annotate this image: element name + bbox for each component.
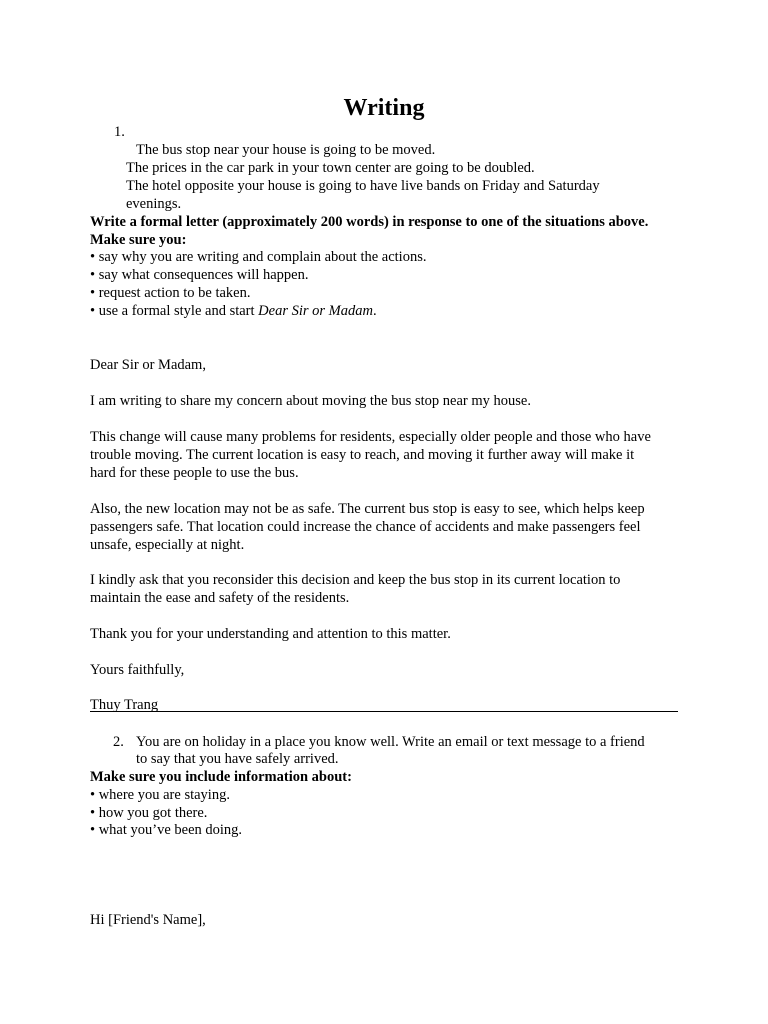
task2-bullet-2: • how you got there. xyxy=(90,805,208,821)
task1-bullet-3: • request action to be taken. xyxy=(90,285,251,301)
task2-bullet-1: • where you are staying. xyxy=(90,787,230,803)
letter-paragraph-2-line-3: hard for these people to use the bus. xyxy=(90,465,299,481)
task1-bullet-4-italic: Dear Sir or Madam xyxy=(258,303,373,319)
letter-paragraph-2-line-2: trouble moving. The current location is easy to reach, and moving it further away will make it xyxy=(90,447,635,463)
task1-bullet-4 xyxy=(90,302,377,320)
task2-number: 2. xyxy=(113,734,124,750)
letter-paragraph-1-line-1: I am writing to share my concern about moving the bus stop near my house. xyxy=(90,393,531,409)
task2-prompt-line-2: to say that you have safely arrived. xyxy=(136,751,339,767)
page-title: Writing xyxy=(343,95,425,121)
task2-greeting: Hi [Friend's Name], xyxy=(90,912,206,928)
letter-closing: Yours faithfully, xyxy=(90,662,185,678)
situation-3-cont: evenings. xyxy=(126,196,182,212)
task2-make-sure: Make sure you include information about: xyxy=(90,769,352,785)
task1-bullet-2: • say what consequences will happen. xyxy=(90,267,309,283)
task1-bullet-4-suffix: . xyxy=(372,303,377,319)
situation-3: The hotel opposite your house is going to have live bands on Friday and Saturday xyxy=(126,178,600,194)
letter-greeting: Dear Sir or Madam, xyxy=(90,357,206,373)
task1-instruction: Write a formal letter (approximately 200 words) in response to one of the situations above. xyxy=(90,214,649,230)
letter-signature: Thuy Trang xyxy=(90,697,159,713)
task1-bullet-4-prefix: • use a formal style and start xyxy=(90,303,259,319)
letter-paragraph-2-line-1: This change will cause many problems for residents, especially older people and those who have xyxy=(90,429,651,445)
task1-make-sure: Make sure you: xyxy=(90,232,187,248)
letter-paragraph-5-line-1: Thank you for your understanding and attention to this matter. xyxy=(90,626,451,642)
situation-1: The bus stop near your house is going to be moved. xyxy=(136,142,436,158)
situation-2: The prices in the car park in your town center are going to be doubled. xyxy=(126,160,535,176)
task2-prompt-line-1: You are on holiday in a place you know well. Write an email or text message to a friend xyxy=(136,734,645,750)
task1-bullet-1: • say why you are writing and complain about the actions. xyxy=(90,249,427,265)
task1-number: 1. xyxy=(114,124,125,140)
letter-paragraph-3-line-1: Also, the new location may not be as safe. The current bus stop is easy to see, which helps keep xyxy=(90,501,645,517)
letter-paragraph-3-line-2: passengers safe. That location could increase the chance of accidents and make passengers feel xyxy=(90,519,641,535)
letter-paragraph-4-line-1: I kindly ask that you reconsider this decision and keep the bus stop in its current location to xyxy=(90,572,621,588)
letter-paragraph-3-line-3: unsafe, especially at night. xyxy=(90,537,245,553)
letter-paragraph-4-line-2: maintain the ease and safety of the residents. xyxy=(90,590,350,606)
task2-bullet-3: • what you’ve been doing. xyxy=(90,822,243,838)
section-divider xyxy=(90,711,678,712)
